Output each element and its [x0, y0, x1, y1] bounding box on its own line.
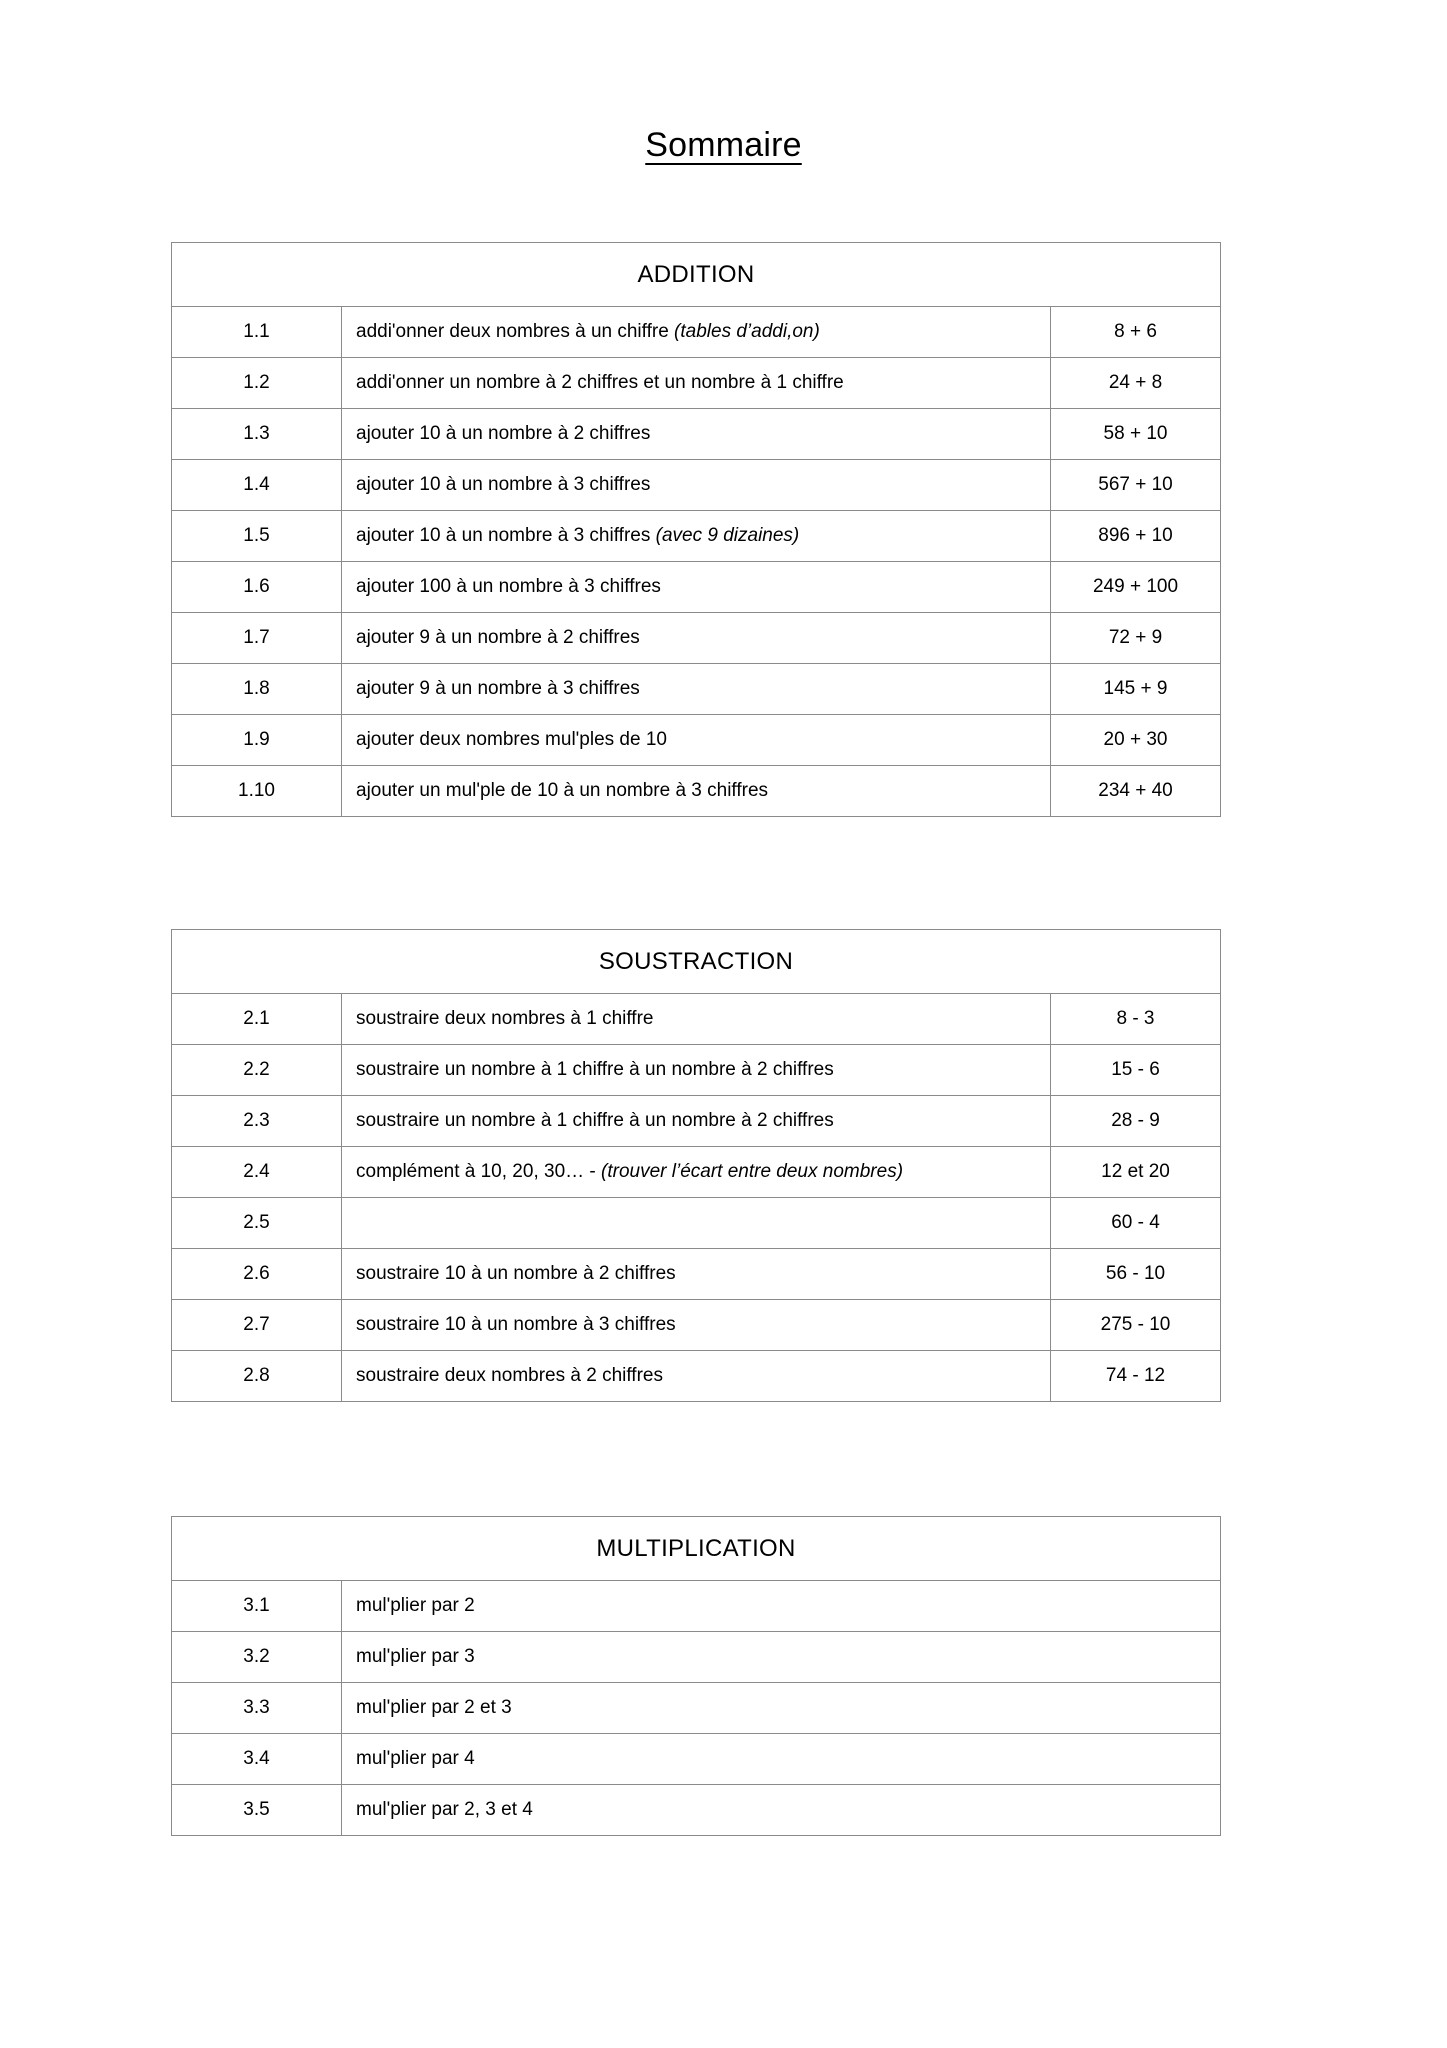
row-example-value: 74 - 12: [1051, 1351, 1221, 1402]
row-description: [342, 1045, 1051, 1096]
table-row: [172, 1045, 1221, 1096]
table-row: [172, 307, 1221, 358]
row-example-value: 275 - 10: [1051, 1300, 1221, 1351]
section-table-soustraction: [171, 929, 1221, 1402]
row-number: 2.1: [172, 994, 342, 1045]
section-heading-soustraction: SOUSTRACTION: [172, 930, 1221, 994]
section-body-soustraction: [172, 930, 1221, 1402]
section-body-addition: [172, 243, 1221, 817]
row-description-text: soustraire un nombre à 1 chiffre à un nombre à 2 chiffres: [356, 1059, 834, 1080]
section-table-multiplication: [171, 1516, 1221, 1836]
table-row: [172, 1300, 1221, 1351]
row-description-text: soustraire deux nombres à 2 chiffres: [356, 1365, 663, 1386]
row-example-value: 56 - 10: [1051, 1249, 1221, 1300]
row-description: [342, 562, 1051, 613]
row-number: 1.6: [172, 562, 342, 613]
row-number: 1.5: [172, 511, 342, 562]
section-header-row: [172, 930, 1221, 994]
row-description: [342, 1351, 1051, 1402]
row-description-text: mul'plier par 4: [356, 1748, 475, 1769]
table-row: [172, 766, 1221, 817]
table-row: [172, 511, 1221, 562]
row-description-text: mul'plier par 2, 3 et 4: [356, 1799, 533, 1820]
table-row: [172, 1683, 1221, 1734]
table-row: [172, 358, 1221, 409]
row-example-value: 145 + 9: [1051, 664, 1221, 715]
row-description-text: mul'plier par 2: [356, 1595, 475, 1616]
row-description-text: ajouter 9 à un nombre à 3 chiffres: [356, 678, 640, 699]
row-number: 1.1: [172, 307, 342, 358]
page-title-text: Sommaire: [645, 126, 802, 164]
row-description: [342, 1683, 1221, 1734]
row-description: [342, 460, 1051, 511]
sections-container: [171, 242, 1221, 1836]
row-example-value: 60 - 4: [1051, 1198, 1221, 1249]
row-number: 2.6: [172, 1249, 342, 1300]
section-table-addition: [171, 242, 1221, 817]
row-description: [342, 715, 1051, 766]
row-description-text: ajouter un mul'ple de 10 à un nombre à 3 chiffres: [356, 780, 769, 801]
row-description: [342, 511, 1051, 562]
row-number: 2.2: [172, 1045, 342, 1096]
row-number: 3.3: [172, 1683, 342, 1734]
row-description: [342, 1096, 1051, 1147]
page-title: [0, 0, 1447, 162]
row-description: [342, 307, 1051, 358]
table-row: [172, 1351, 1221, 1402]
row-number: 1.10: [172, 766, 342, 817]
row-number: 1.3: [172, 409, 342, 460]
row-description-text: ajouter 10 à un nombre à 3 chiffres: [356, 525, 656, 546]
row-example-value: 24 + 8: [1051, 358, 1221, 409]
row-number: 3.2: [172, 1632, 342, 1683]
row-example-value: 72 + 9: [1051, 613, 1221, 664]
section-heading-addition: ADDITION: [172, 243, 1221, 307]
row-description: [342, 1198, 1051, 1249]
row-description: [342, 1581, 1221, 1632]
section-body-multiplication: [172, 1517, 1221, 1836]
row-description-text: mul'plier par 3: [356, 1646, 475, 1667]
row-number: 2.5: [172, 1198, 342, 1249]
row-description: [342, 1785, 1221, 1836]
section-heading-multiplication: MULTIPLICATION: [172, 1517, 1221, 1581]
row-number: 2.7: [172, 1300, 342, 1351]
row-number: 3.1: [172, 1581, 342, 1632]
table-row: [172, 460, 1221, 511]
row-number: 1.4: [172, 460, 342, 511]
row-description: [342, 1249, 1051, 1300]
row-number: 3.5: [172, 1785, 342, 1836]
row-number: 2.4: [172, 1147, 342, 1198]
row-description-note: (trouver l’écart entre deux nombres): [601, 1161, 904, 1182]
table-row: [172, 613, 1221, 664]
row-description-text: addi'onner deux nombres à un chiffre: [356, 321, 675, 342]
row-description-text: soustraire un nombre à 1 chiffre à un nombre à 2 chiffres: [356, 1110, 834, 1131]
table-row: [172, 994, 1221, 1045]
row-description-text: ajouter 100 à un nombre à 3 chiffres: [356, 576, 661, 597]
table-row: [172, 1785, 1221, 1836]
table-row: [172, 1581, 1221, 1632]
row-example-value: 234 + 40: [1051, 766, 1221, 817]
table-row: [172, 1096, 1221, 1147]
table-row: [172, 1198, 1221, 1249]
row-description: [342, 358, 1051, 409]
row-example-value: 567 + 10: [1051, 460, 1221, 511]
row-description: [342, 664, 1051, 715]
table-row: [172, 562, 1221, 613]
row-description: [342, 1632, 1221, 1683]
row-description: [342, 766, 1051, 817]
row-description-text: ajouter 10 à un nombre à 2 chiffres: [356, 423, 651, 444]
row-number: 1.8: [172, 664, 342, 715]
row-example-value: 896 + 10: [1051, 511, 1221, 562]
row-number: 1.2: [172, 358, 342, 409]
row-example-value: 12 et 20: [1051, 1147, 1221, 1198]
section-header-row: [172, 1517, 1221, 1581]
row-number: 1.9: [172, 715, 342, 766]
section-header-row: [172, 243, 1221, 307]
row-description-text: soustraire 10 à un nombre à 2 chiffres: [356, 1263, 676, 1284]
row-example-value: 8 + 6: [1051, 307, 1221, 358]
row-number: 3.4: [172, 1734, 342, 1785]
row-number: 1.7: [172, 613, 342, 664]
row-description: [342, 1734, 1221, 1785]
row-description-text: mul'plier par 2 et 3: [356, 1697, 512, 1718]
row-example-value: 15 - 6: [1051, 1045, 1221, 1096]
table-row: [172, 1249, 1221, 1300]
row-example-value: 8 - 3: [1051, 994, 1221, 1045]
row-description-text: soustraire deux nombres à 1 chiffre: [356, 1008, 654, 1029]
table-row: [172, 664, 1221, 715]
row-description-text: ajouter deux nombres mul'ples de 10: [356, 729, 667, 750]
row-description-text: addi'onner un nombre à 2 chiffres et un nombre à 1 chiffre: [356, 372, 844, 393]
row-description: [342, 994, 1051, 1045]
table-row: [172, 1632, 1221, 1683]
row-example-value: 20 + 30: [1051, 715, 1221, 766]
row-description: [342, 409, 1051, 460]
row-example-value: 28 - 9: [1051, 1096, 1221, 1147]
table-row: [172, 1147, 1221, 1198]
table-row: [172, 715, 1221, 766]
row-description: [342, 1300, 1051, 1351]
row-number: 2.3: [172, 1096, 342, 1147]
row-description-note: (tables d’addi,on): [674, 321, 820, 342]
row-example-value: 249 + 100: [1051, 562, 1221, 613]
table-row: [172, 409, 1221, 460]
row-description: [342, 1147, 1051, 1198]
row-description: [342, 613, 1051, 664]
row-description-text: soustraire 10 à un nombre à 3 chiffres: [356, 1314, 676, 1335]
row-description-text: ajouter 9 à un nombre à 2 chiffres: [356, 627, 640, 648]
row-description-note: (avec 9 dizaines): [655, 525, 800, 546]
row-description-text: complément à 10, 20, 30… -: [356, 1161, 602, 1182]
row-description-text: ajouter 10 à un nombre à 3 chiffres: [356, 474, 651, 495]
row-example-value: 58 + 10: [1051, 409, 1221, 460]
table-row: [172, 1734, 1221, 1785]
row-number: 2.8: [172, 1351, 342, 1402]
